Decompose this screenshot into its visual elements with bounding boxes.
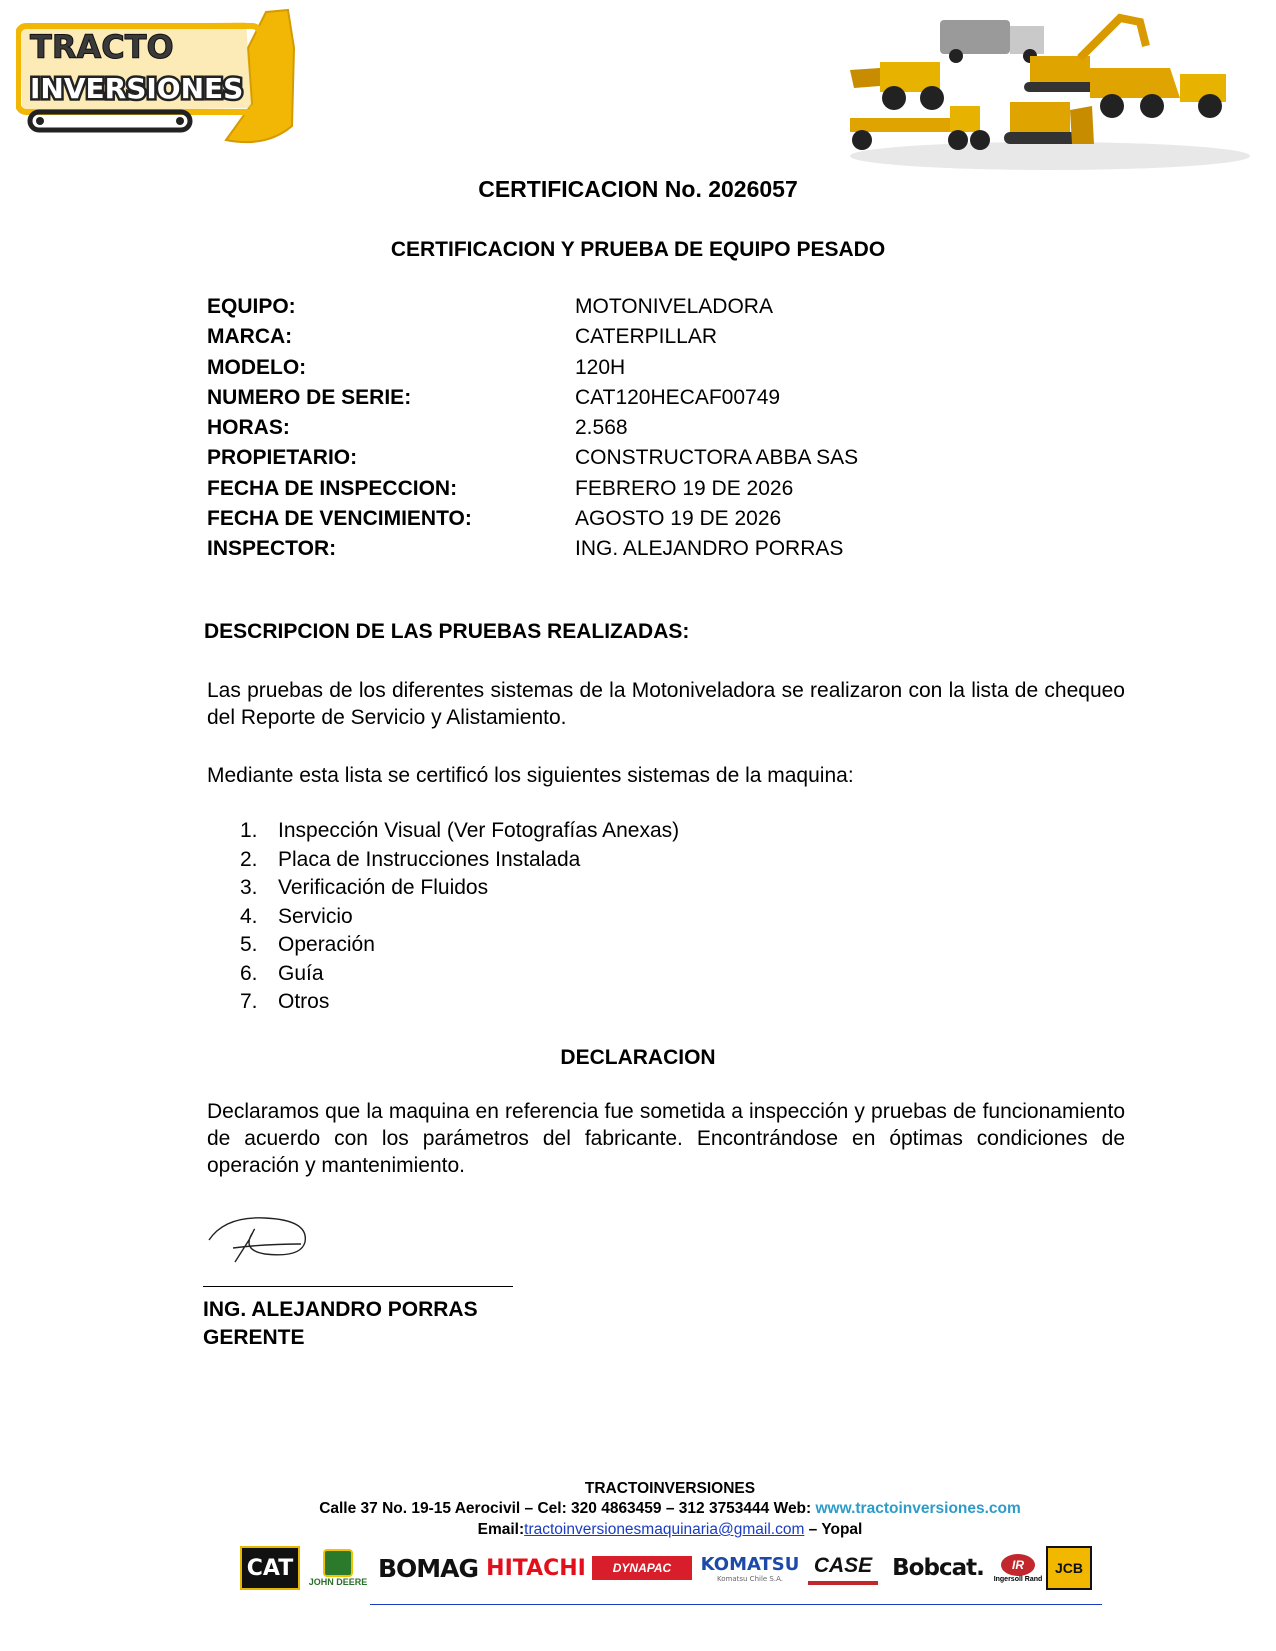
tractoinversiones-logo — [16, 8, 306, 154]
john-deere-logo — [308, 1548, 368, 1588]
field-row — [207, 474, 1107, 504]
bomag-logo: BOMAG — [377, 1553, 479, 1583]
field-label: FECHA DE INSPECCION: — [207, 476, 458, 500]
test-number: 3. — [240, 876, 258, 899]
field-row — [207, 504, 1107, 534]
field-value: CAT120HECAF00749 — [575, 385, 781, 409]
case-logo: CASE — [808, 1551, 878, 1585]
field-value: CONSTRUCTORA ABBA SAS — [575, 446, 859, 470]
hitachi-logo: HITACHI — [486, 1555, 586, 1581]
field-value: 2.568 — [575, 416, 628, 440]
john-deere-label: JOHN DEERE — [308, 1577, 368, 1587]
test-text: Inspección Visual (Ver Fotografías Anexas) — [278, 819, 680, 842]
footer-address — [0, 1500, 1276, 1518]
test-number: 6. — [240, 961, 258, 985]
ir-label: Ingersoll Rand — [993, 1575, 1043, 1583]
komatsu-sub: Komatsu Chile S.A. — [717, 1574, 783, 1583]
test-number: 2. — [240, 847, 258, 871]
footer-email — [0, 1521, 1276, 1539]
komatsu-logo — [700, 1548, 800, 1588]
ir-mark: IR — [1001, 1554, 1035, 1576]
field-value: MOTONIVELADORA — [575, 295, 773, 318]
test-text: Guía — [278, 961, 324, 985]
certificate-subtitle: CERTIFICACION Y PRUEBA DE EQUIPO PESADO — [390, 238, 886, 261]
test-item — [240, 846, 679, 875]
field-label: PROPIETARIO: — [207, 446, 358, 470]
footer-email-link[interactable]: tractoinversionesmaquinaria@gmail.com — [524, 1521, 805, 1538]
svg-text:TRACTO: TRACTO — [30, 28, 174, 66]
field-row — [207, 292, 1107, 322]
field-label: NUMERO DE SERIE: — [207, 385, 412, 409]
bobcat-logo: Bobcat. — [892, 1555, 984, 1581]
dynapac-logo: DYNAPAC — [592, 1556, 692, 1580]
jcb-logo: JCB — [1046, 1546, 1092, 1590]
test-item — [240, 960, 679, 989]
test-item — [240, 931, 679, 960]
test-number: 7. — [240, 990, 258, 1013]
footer-web-link[interactable]: www.tractoinversiones.com — [815, 1500, 1021, 1517]
field-label: HORAS: — [207, 416, 290, 440]
footer-divider — [370, 1604, 1102, 1605]
machinery-illustration — [840, 6, 1260, 172]
cat-logo: CAT — [240, 1546, 300, 1590]
signature — [205, 1210, 315, 1266]
footer-company: TRACTOINVERSIONES — [584, 1480, 756, 1497]
field-value: AGOSTO 19 DE 2026 — [575, 507, 782, 531]
field-row — [207, 534, 1107, 564]
footer-city: – Yopal — [804, 1521, 863, 1538]
brand-logos — [240, 1544, 1120, 1592]
field-row — [207, 322, 1107, 352]
signature-line — [203, 1286, 513, 1287]
test-item — [240, 874, 679, 903]
field-label: MODELO: — [207, 355, 307, 379]
field-row — [207, 443, 1107, 473]
field-value: 120H — [575, 355, 626, 379]
test-text: Servicio — [278, 904, 353, 928]
description-paragraph: Las pruebas de los diferentes sistemas de la Motoniveladora se realizaron con la lista de chequeo del Reporte de Servicio y Alistamiento. — [207, 679, 1125, 729]
signer-name: ING. ALEJANDRO PORRAS — [203, 1298, 478, 1321]
tests-list — [240, 817, 679, 1017]
field-value: CATERPILLAR — [575, 325, 717, 349]
ingersoll-rand-logo — [993, 1548, 1043, 1588]
test-number: 5. — [240, 933, 258, 956]
deer-icon — [323, 1549, 353, 1577]
footer-email-label: Email: — [477, 1521, 525, 1538]
field-value: ING. ALEJANDRO PORRAS — [575, 537, 844, 561]
certificate-number: CERTIFICACION No. 2026057 — [478, 176, 798, 202]
field-label: FECHA DE VENCIMIENTO: — [207, 507, 472, 531]
field-row — [207, 413, 1107, 443]
test-text: Placa de Instrucciones Instalada — [278, 847, 581, 871]
test-item — [240, 988, 679, 1017]
declaration-text: Declaramos que la maquina en referencia fue sometida a inspección y pruebas de funcionamiento de acuerdo con los parámetros del fabricante. Encontrándose en óptimas condiciones de operación y mantenimiento. — [207, 1100, 1125, 1177]
field-row — [207, 353, 1107, 383]
test-text: Operación — [278, 933, 375, 956]
test-number: 1. — [240, 819, 258, 842]
test-number: 4. — [240, 904, 258, 928]
signer-role: GERENTE — [203, 1326, 305, 1349]
description-heading: DESCRIPCION DE LAS PRUEBAS REALIZADAS: — [204, 620, 690, 643]
test-item — [240, 817, 679, 846]
field-label: INSPECTOR: — [207, 537, 337, 561]
field-label: EQUIPO: — [207, 295, 296, 318]
svg-text:INVERSIONES: INVERSIONES — [30, 72, 244, 105]
equipment-details — [207, 292, 1107, 565]
footer-address-text: Calle 37 No. 19-15 Aerocivil – Cel: 320 4863459 – 312 3753444 Web: — [319, 1500, 816, 1517]
description-intro: Mediante esta lista se certificó los siguientes sistemas de la maquina: — [207, 764, 854, 787]
field-value: FEBRERO 19 DE 2026 — [575, 476, 794, 500]
field-label: MARCA: — [207, 325, 293, 349]
komatsu-label: KOMATSU — [700, 1553, 800, 1575]
declaration-heading: DECLARACION — [560, 1046, 716, 1069]
test-item — [240, 903, 679, 932]
field-row — [207, 383, 1107, 413]
test-text: Otros — [278, 990, 330, 1013]
test-text: Verificación de Fluidos — [278, 876, 489, 899]
